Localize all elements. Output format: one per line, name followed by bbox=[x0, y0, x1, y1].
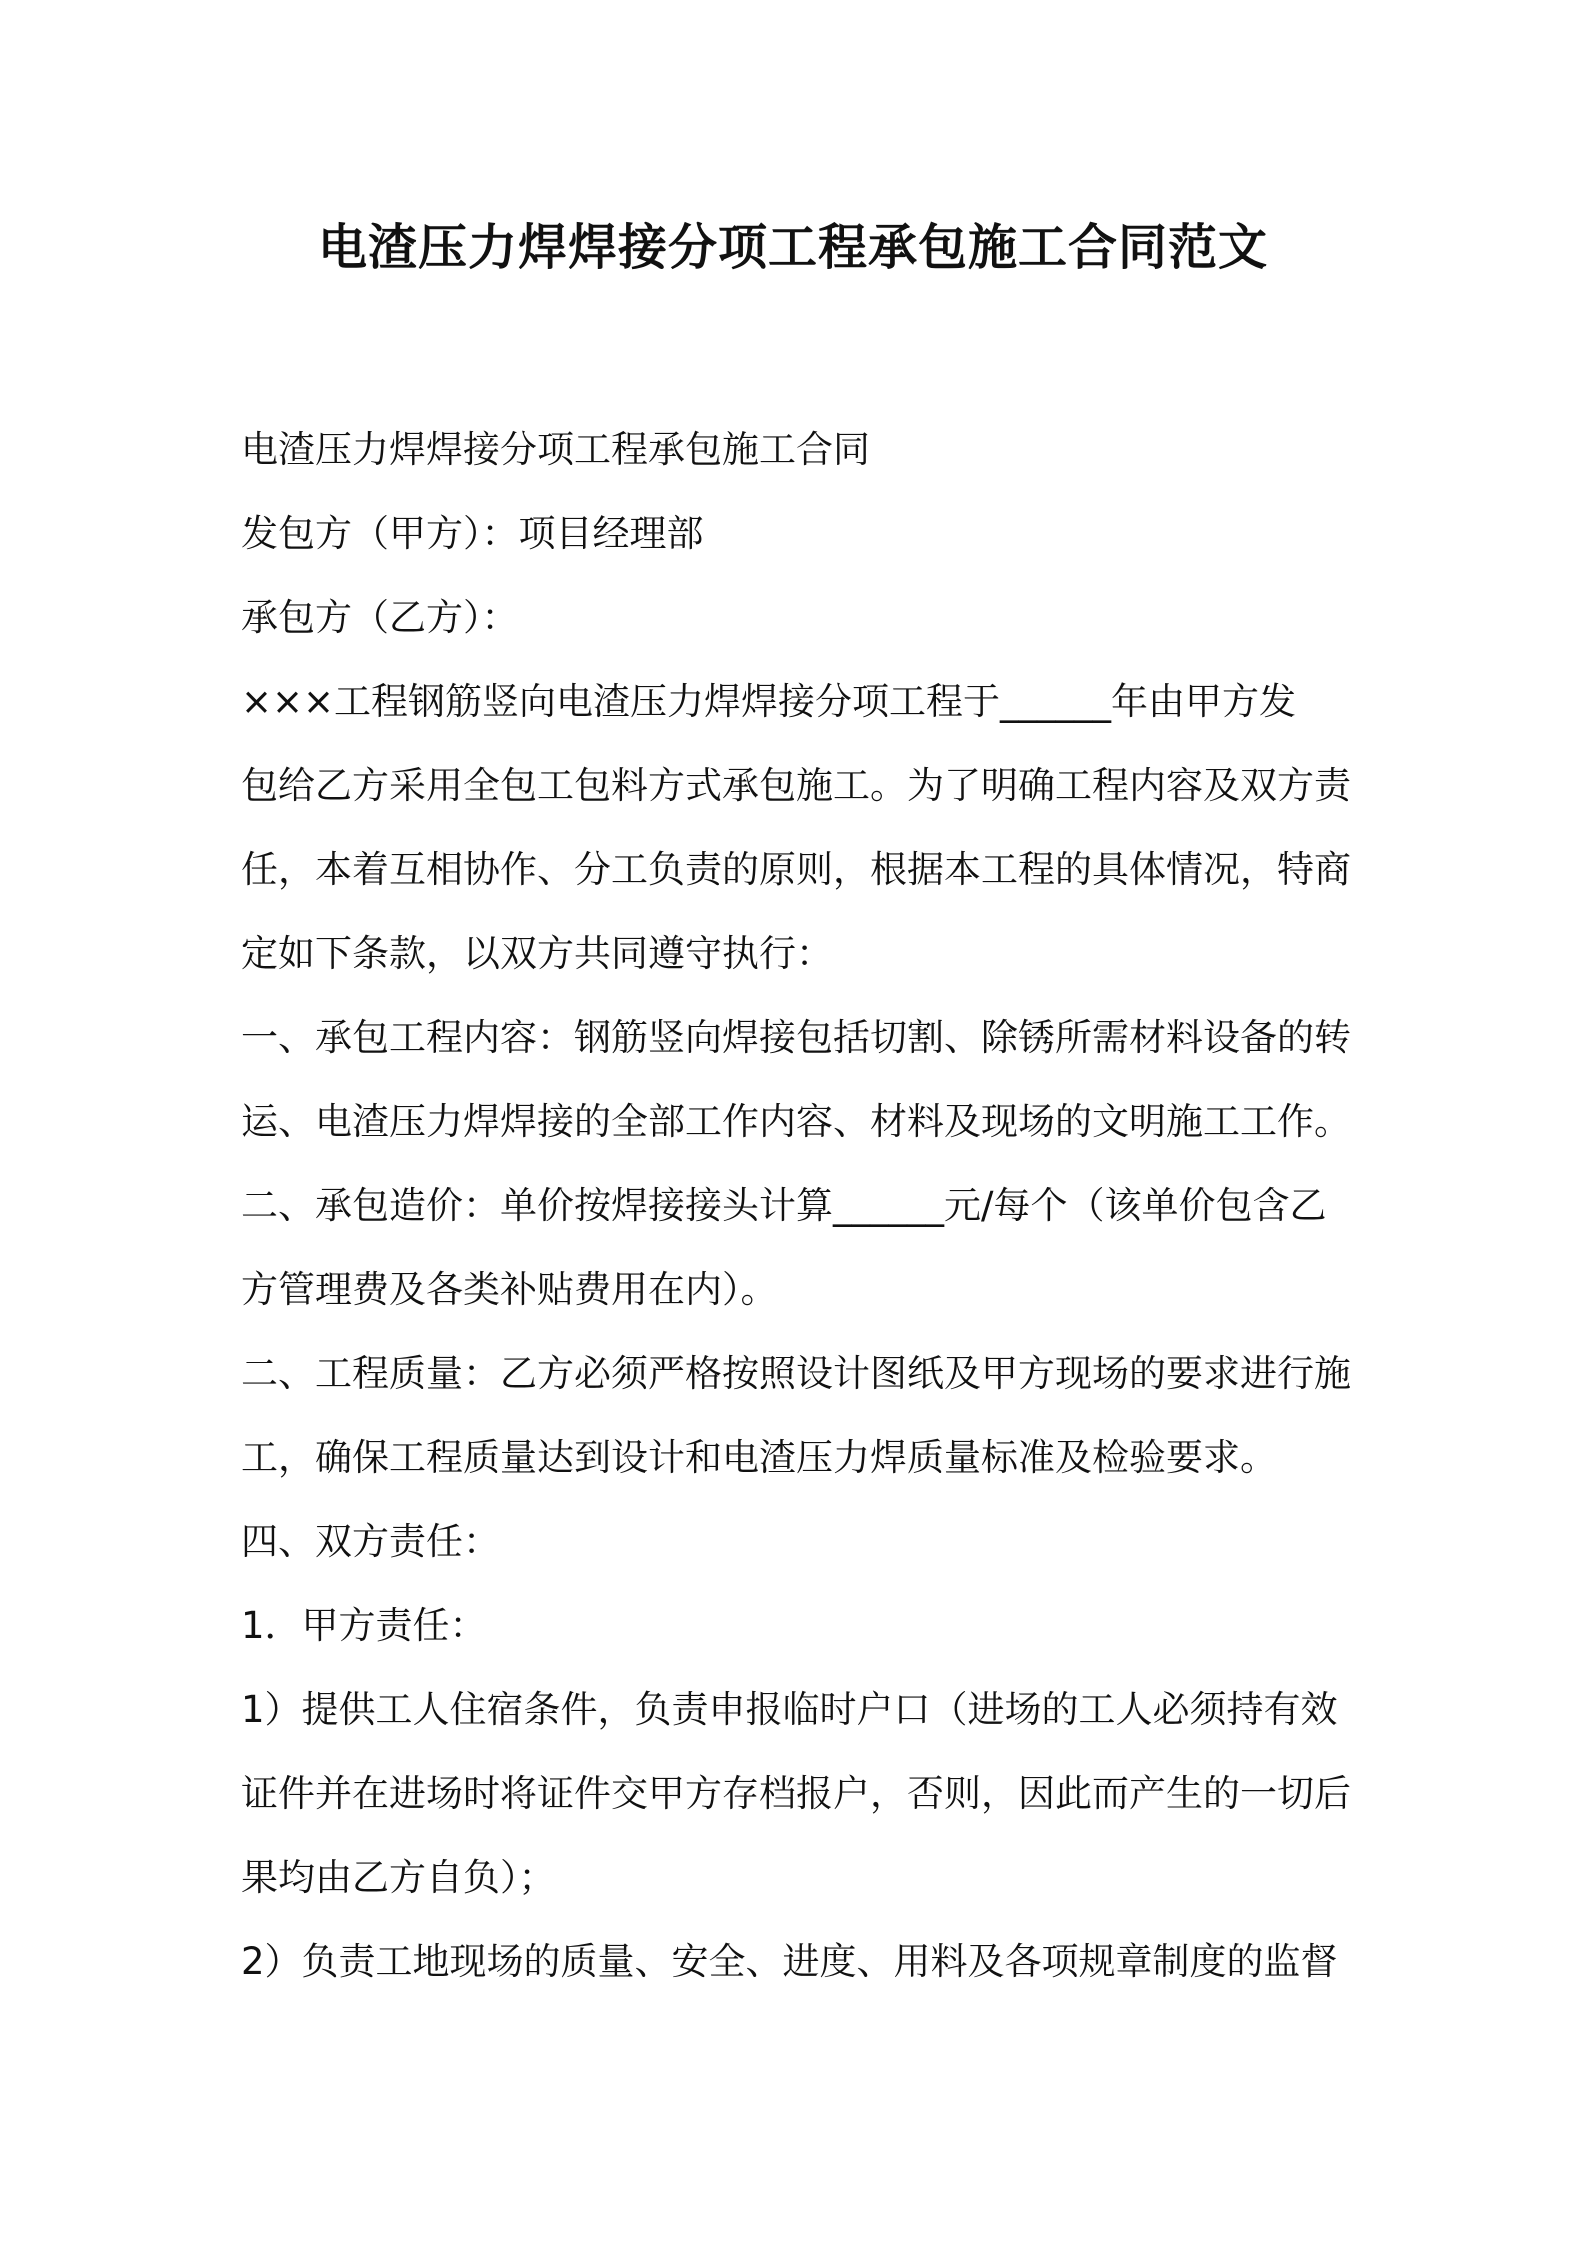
clause-line: 方管理费及各类补贴费用在内）。 bbox=[241, 1268, 778, 1311]
clause-line: 工，确保工程质量达到设计和电渣压力焊质量标准及检验要求。 bbox=[241, 1436, 1277, 1479]
paragraph-line: 定如下条款，以双方共同遵守执行： bbox=[241, 932, 833, 975]
list-item-line: 2）负责工地现场的质量、安全、进度、用料及各项规章制度的监督 bbox=[241, 1940, 1338, 1983]
document-body bbox=[241, 408, 1351, 2004]
document-title: 电渣压力焊焊接分项工程承包施工合同范文 bbox=[317, 219, 1268, 276]
party-a-line: 发包方（甲方）：项目经理部 bbox=[241, 512, 704, 555]
paragraph-line: ×××工程钢筋竖向电渣压力焊焊接分项工程于______年由甲方发 bbox=[241, 680, 1297, 723]
subsection-heading-line: 1．甲方责任： bbox=[241, 1604, 487, 1647]
clause-line: 一、承包工程内容：钢筋竖向焊接包括切割、除锈所需材料设备的转 bbox=[241, 1016, 1351, 1059]
party-b-line: 承包方（乙方）： bbox=[241, 596, 519, 639]
clause-line: 二、承包造价：单价按焊接接头计算______元/每个（该单价包含乙 bbox=[241, 1184, 1327, 1227]
clause-line: 运、电渣压力焊焊接的全部工作内容、材料及现场的文明施工工作。 bbox=[241, 1100, 1351, 1143]
paragraph-line: 任，本着互相协作、分工负责的原则，根据本工程的具体情况，特商 bbox=[241, 848, 1351, 891]
list-item-line: 果均由乙方自负）； bbox=[241, 1856, 556, 1899]
contract-name-line: 电渣压力焊焊接分项工程承包施工合同 bbox=[241, 428, 870, 471]
clause-line: 二、工程质量：乙方必须严格按照设计图纸及甲方现场的要求进行施 bbox=[241, 1352, 1351, 1395]
list-item-line: 证件并在进场时将证件交甲方存档报户，否则，因此而产生的一切后 bbox=[241, 1772, 1351, 1815]
paragraph-line: 包给乙方采用全包工包料方式承包施工。为了明确工程内容及双方责 bbox=[241, 764, 1351, 807]
list-item-line: 1）提供工人住宿条件，负责申报临时户口（进场的工人必须持有效 bbox=[241, 1688, 1338, 1731]
section-heading-line: 四、双方责任： bbox=[241, 1520, 500, 1563]
